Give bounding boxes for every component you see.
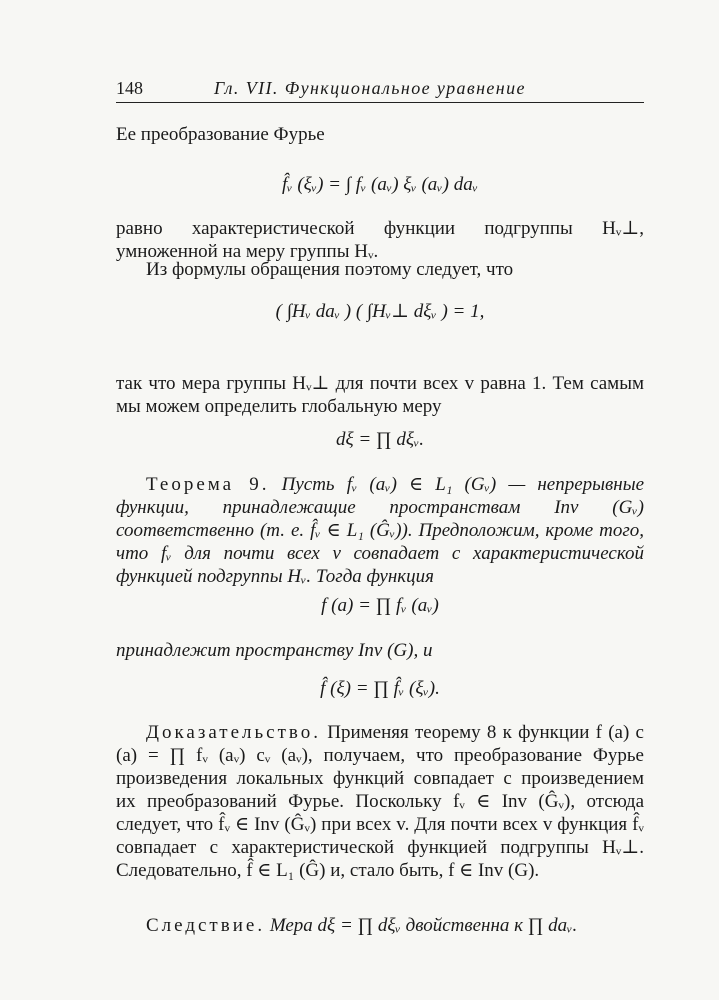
book-page [116, 74, 645, 936]
header-rule [116, 102, 644, 103]
paragraph-inversion: Из формулы обращения поэтому следует, что [146, 259, 514, 280]
paragraph-global-measure: так что мера группы Hᵥ⊥ для почти всех v равна 1. Тем самым мы можем определить глобальную меру [116, 373, 644, 417]
paragraph-characteristic: равно характеристической функции подгруппы Hᵥ⊥, умноженной на меру группы Hᵥ. [116, 218, 644, 262]
paragraph-intro: Ее преобразование Фурье [116, 124, 325, 145]
theorem-9 [116, 473, 644, 588]
chapter-title: Гл. VII. Функциональное уравнение [214, 78, 526, 98]
corollary-text: Мера dξ = ∏ dξᵥ двойственна к ∏ daᵥ. [269, 915, 578, 936]
page-number: 148 [116, 78, 143, 98]
formula-global-measure: dξ = ∏ dξᵥ. [335, 429, 425, 450]
paragraph-belongs: принадлежит пространству Inv (G), и [116, 640, 433, 661]
corollary [116, 914, 644, 937]
formula-product-function: f (a) = ∏ fᵥ (aᵥ) [321, 595, 439, 616]
proof-text: Применяя теорему 8 к функции f (a) c (a) = ∏ fᵥ (aᵥ) cᵥ (aᵥ), получаем, что преобразование Фурье произведения локальных функций совпадает с произведением их преобразований Фурье. Поскольку fᵥ ∈ Inv (Ĝᵥ), отсюда следует, что f̂ᵥ ∈ Inv (Ĝᵥ) при всех v. Для почти всех v функция f̂ᵥ совпадает с характеристической функцией подгруппы Hᵥ⊥. Следовательно, f̂ ∈ L₁ (Ĝ) и, стало быть, f ∈ Inv (G). [116, 722, 644, 881]
formula-measure-product: ( ∫Hᵥ daᵥ ) ( ∫Hᵥ⊥ dξᵥ ) = 1, [275, 301, 485, 322]
corollary-label: Следствие. [146, 915, 266, 936]
running-header [116, 74, 644, 102]
formula-product-transform: f̂ (ξ) = ∏ f̂ᵥ (ξᵥ). [320, 678, 440, 699]
theorem-text: Пусть fᵥ (aᵥ) ∈ L₁ (Gᵥ) — непрерывные функции, принадлежащие пространствам Inv (Gᵥ) соответственно (т. е. f̂ᵥ ∈ L₁ (Ĝᵥ)). Предположим, кроме того, что fᵥ для почти всех v совпадает с характеристической функцией подгруппы Hᵥ. Тогда функция [116, 474, 645, 587]
theorem-label: Теорема 9. [146, 474, 270, 495]
proof-label: Доказательство. [146, 722, 321, 743]
proof [116, 721, 644, 882]
formula-fourier-transform: f̂ᵥ (ξᵥ) = ∫ fᵥ (aᵥ) ξᵥ (aᵥ) daᵥ [281, 174, 479, 195]
